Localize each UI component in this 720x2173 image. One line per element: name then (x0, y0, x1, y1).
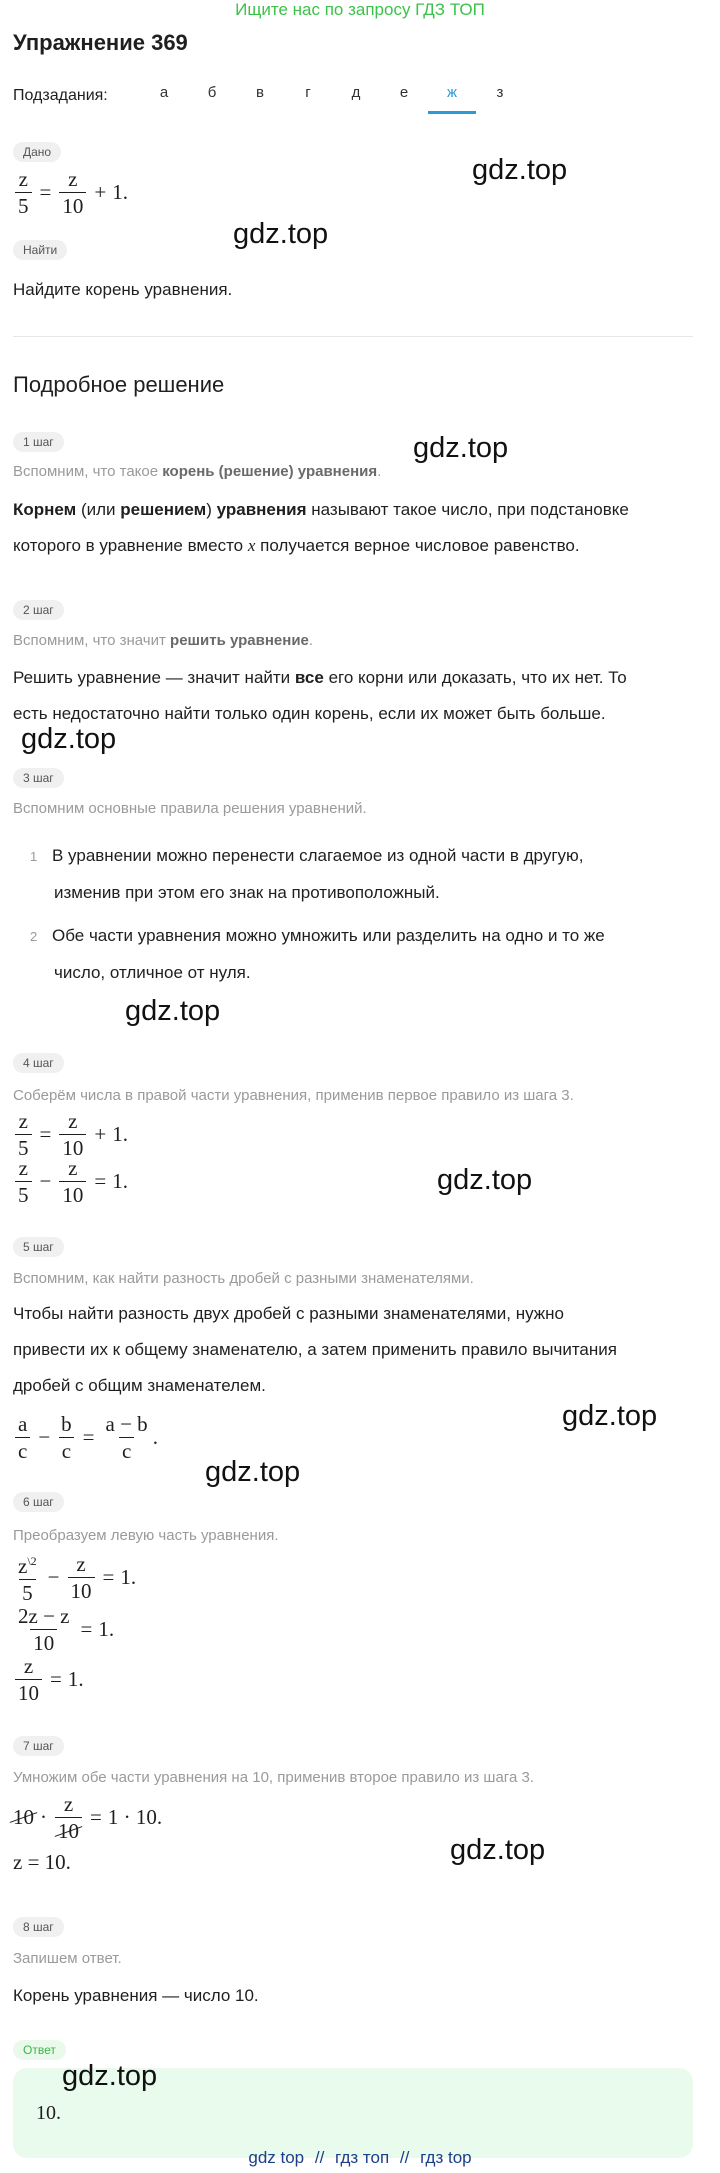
answer-value: 10. (36, 2102, 61, 2124)
step-8-text: Корень уравнения — число 10. (13, 1986, 259, 2005)
solution-title: Подробное решение (13, 372, 225, 397)
watermark: gdz.top (413, 432, 509, 464)
footer-link-gdz-top[interactable]: gdz top (248, 2148, 305, 2167)
tab-zh[interactable]: ж (428, 84, 476, 114)
step-1-note: Вспомним, что такое корень (решение) уравнения. (13, 463, 382, 480)
subtasks-label: Подзадания: (13, 87, 108, 104)
footer-links (0, 2148, 720, 2168)
step-7-badge: 7 шаг (13, 1736, 64, 1756)
tab-g[interactable]: г (305, 84, 311, 101)
subtask-tabs (140, 84, 524, 114)
step-6-note: Преобразуем левую часть уравнения. (13, 1527, 279, 1544)
step-3-note: Вспомним основные правила решения уравнений. (13, 800, 367, 817)
rule-1: 1 В уравнении можно перенести слагаемое из одной части в другую, изменив при этом его знак на противоположный. (30, 846, 584, 902)
fraction-rule: $\frac{a}{c}$ − $\frac{b}{c}$ = $\frac{a - b}{c}$ . (13, 1410, 158, 1464)
footer-separator: // (314, 2148, 325, 2167)
step-6-badge: 6 шаг (13, 1492, 64, 1512)
search-banner[interactable]: Ищите нас по запросу ГДЗ ТОП (235, 0, 485, 19)
watermark: gdz.top (233, 218, 329, 250)
tab-a[interactable]: а (159, 84, 169, 101)
page-title: Упражнение 369 (13, 30, 188, 55)
step-5-badge: 5 шаг (13, 1237, 64, 1257)
given-badge: Дано (13, 142, 61, 162)
footer-separator: // (399, 2148, 410, 2167)
divider (13, 336, 693, 337)
step-4-badge: 4 шаг (13, 1053, 64, 1073)
step-8-note: Запишем ответ. (13, 1950, 122, 1967)
watermark: gdz.top (437, 1164, 533, 1196)
step-6-eq-3: $\frac{z}{10}$ = 1 . (13, 1652, 84, 1706)
step-7-eq-1: 10 · $\frac{z}{10}$ = 1 · 10. (13, 1791, 163, 1843)
watermark: gdz.top (450, 1834, 546, 1866)
watermark: gdz.top (21, 723, 117, 755)
step-7-eq-2: z = 10. (13, 1850, 71, 1874)
tab-e[interactable]: е (399, 84, 409, 101)
step-4-note: Соберём числа в правой части уравнения, применив первое правило из шага 3. (13, 1087, 574, 1104)
step-3-badge: 3 шаг (13, 768, 64, 788)
answer-badge: Ответ (13, 2040, 66, 2060)
step-4-eq-1: $\frac{z}{5}$ = $\frac{z}{10}$ + 1 . (13, 1107, 128, 1161)
step-2-badge: 2 шаг (13, 600, 64, 620)
watermark: gdz.top (562, 1400, 658, 1432)
step-8-badge: 8 шаг (13, 1917, 64, 1937)
find-text: Найдите корень уравнения. (13, 280, 233, 299)
tab-v[interactable]: в (256, 84, 264, 101)
footer-link-gdz-top-ru[interactable]: гдз топ (335, 2148, 390, 2167)
step-6-eq-2: $\frac{2z - z}{10}$ = 1 . (18, 1603, 115, 1655)
watermark: gdz.top (472, 154, 568, 186)
step-1-text: Корнем (или решением) уравнения называют такое число, при подстановке которого в уравнение вместо x получается верное числовое равенство. (13, 500, 629, 555)
watermark: gdz.top (125, 995, 221, 1027)
tab-z[interactable]: з (496, 84, 504, 101)
footer-link-gdz-top-mixed[interactable]: гдз top (420, 2148, 472, 2167)
step-5-note: Вспомним, как найти разность дробей с разными знаменателями. (13, 1270, 474, 1287)
given-equation: $\frac{z}{5}$ = $\frac{z}{10}$ + 1 . (13, 165, 128, 219)
step-7-note: Умножим обе части уравнения на 10, применив второе правило из шага 3. (13, 1769, 534, 1786)
step-5-text: Чтобы найти разность двух дробей с разными знаменателями, нужно привести их к общему знаменателю, а затем применить правило вычитания дробей с общим знаменателем. (13, 1304, 617, 1395)
rule-2: 2 Обе части уравнения можно умножить или разделить на одно и то же число, отличное от нуля. (30, 926, 605, 982)
watermark: gdz.top (62, 2060, 158, 2092)
watermark: gdz.top (205, 1456, 301, 1488)
tab-b[interactable]: б (207, 84, 217, 101)
tab-d[interactable]: д (351, 84, 361, 101)
step-6-eq-1: $\frac{z^{\backslash 2}}{5}$ − $\frac{z}{10}$ = 1 . (18, 1551, 137, 1605)
find-badge: Найти (13, 240, 67, 260)
step-2-text: Решить уравнение — значит найти все его корни или доказать, что их нет. То есть недостаточно найти только один корень, если их может быть больше. (13, 668, 627, 723)
step-4-eq-2: $\frac{z}{5}$ − $\frac{z}{10}$ = 1 . (13, 1154, 128, 1208)
step-2-note: Вспомним, что значит решить уравнение. (13, 632, 314, 649)
step-1-badge: 1 шаг (13, 432, 64, 452)
